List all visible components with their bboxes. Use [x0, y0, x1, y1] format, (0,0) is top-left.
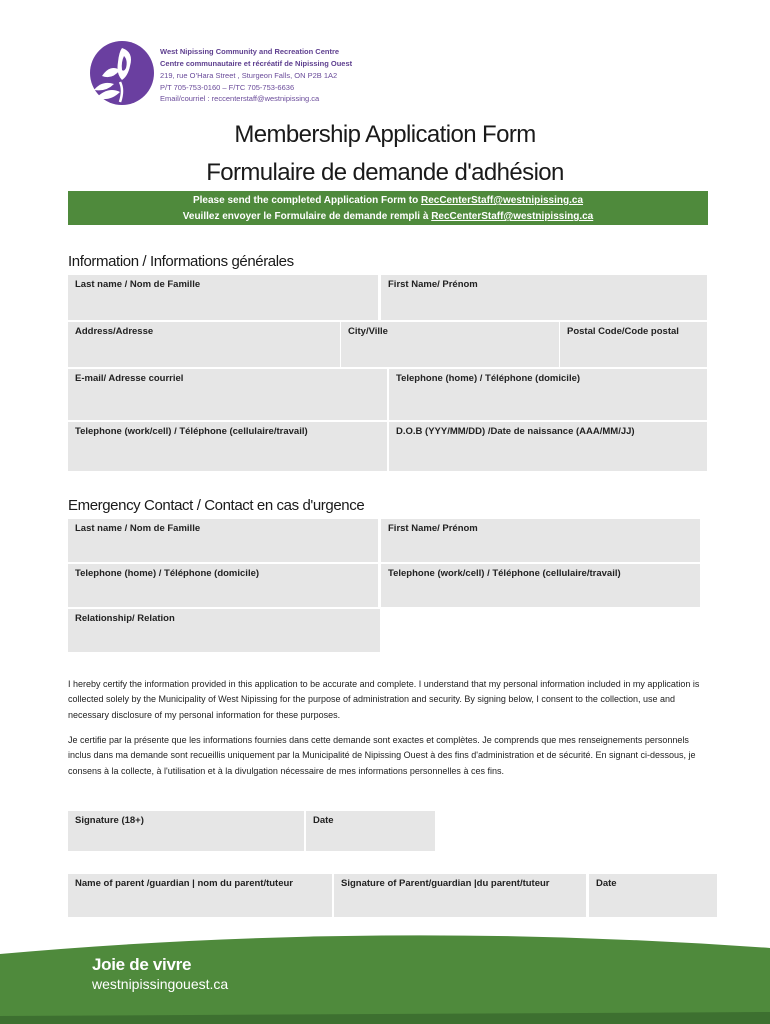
address-field[interactable] — [68, 322, 340, 367]
telephone-work-field[interactable] — [68, 422, 387, 471]
form-title-en: Membership Application Form — [234, 121, 536, 148]
field-label: Telephone (work/cell) / Téléphone (cellulaire/travail) — [388, 568, 621, 579]
city-field[interactable] — [341, 322, 559, 367]
field-label: Telephone (home) / Téléphone (domicile) — [75, 568, 260, 579]
parent-name-field[interactable] — [68, 874, 332, 917]
field-label: Signature (18+) — [75, 815, 144, 826]
email-link-en[interactable]: RecCenterStaff@westnipissing.ca — [420, 195, 584, 206]
field-label: E-mail/ Adresse courriel — [75, 373, 184, 384]
telephone-home-field[interactable] — [389, 369, 707, 420]
date-of-birth-field[interactable] — [389, 422, 707, 471]
consent-text-fr: Je certifie par la présente que les informations fournies dans cette demande sont exactes et complètes. Je comprends que mes renseignements personnels inclus dans ma demande sont recueillis uniquement par la Municipalité de Nipissing Ouest à des fins d'administration et de sécurité. En signant ci-dessous, je consens à la collecte, à l'utilisation et à la divulgation nécessaire de mes informations personnelles à ces fins. — [68, 735, 696, 776]
org-address: 219, rue O’Hara Street , Sturgeon Falls, ON P2B 1A2 — [160, 71, 338, 80]
footer-website[interactable]: westnipissingouest.ca — [92, 976, 229, 992]
banner-text-en: Please send the completed Application Form to — [192, 195, 421, 206]
signature-field[interactable] — [68, 811, 304, 851]
field-label: Telephone (work/cell) / Téléphone (cellulaire/travail) — [75, 426, 308, 437]
parent-date-field[interactable] — [589, 874, 717, 917]
field-label: First Name/ Prénom — [388, 523, 478, 534]
field-label: City/Ville — [348, 326, 388, 337]
first-name-field[interactable] — [381, 275, 707, 320]
organization-logo — [84, 40, 154, 106]
email-field[interactable] — [68, 369, 387, 420]
field-label: Signature of Parent/guardian |du parent/tuteur — [341, 878, 550, 889]
field-label: Last name / Nom de Famille — [75, 523, 201, 534]
signature-date-field[interactable] — [306, 811, 435, 851]
banner-text-fr: Veuillez envoyer le Formulaire de demande rempli à — [182, 211, 432, 222]
org-email: Email/courriel : reccenterstaff@westnipissing.ca — [160, 94, 320, 103]
section-title-information: Information / Informations générales — [68, 253, 294, 270]
field-label: Address/Adresse — [75, 326, 154, 337]
postal-code-field[interactable] — [560, 322, 707, 367]
section-title-emergency: Emergency Contact / Contact en cas d'urgence — [68, 497, 365, 514]
field-label: Date — [596, 878, 617, 889]
email-link-fr[interactable]: RecCenterStaff@westnipissing.ca — [431, 211, 594, 222]
emergency-telephone-work-field[interactable] — [381, 564, 700, 607]
org-name-en: West Nipissing Community and Recreation Centre — [160, 47, 340, 56]
submission-banner — [68, 191, 708, 225]
org-phone: P/T 705-753-0160 – F/TC 705-753-6636 — [160, 82, 295, 92]
field-label: Relationship/ Relation — [75, 613, 175, 624]
field-label: Postal Code/Code postal — [567, 326, 679, 337]
field-label: First Name/ Prénom — [388, 279, 478, 290]
relationship-field[interactable] — [68, 609, 380, 652]
form-title-fr: Formulaire de demande d'adhésion — [206, 159, 564, 186]
field-label: Date — [313, 815, 334, 826]
field-label: Telephone (home) / Téléphone (domicile) — [396, 373, 581, 384]
last-name-field[interactable] — [68, 275, 378, 320]
org-name-fr: Centre communautaire et récréatif de Nipissing Ouest — [160, 58, 353, 68]
emergency-last-name-field[interactable] — [68, 519, 378, 562]
field-label: Last name / Nom de Famille — [75, 279, 201, 290]
parent-signature-field[interactable] — [334, 874, 586, 917]
consent-text-en: I hereby certify the information provided in this application to be accurate and complete. I understand that my personal information included in my application is collected solely by the Municipality of West Nipissing for the purpose of administration and security. By signing below, I consent to the collection, use and necessary disclosure of my personal information for these purposes. — [68, 679, 700, 720]
field-label: Name of parent /guardian | nom du parent/tuteur — [75, 878, 294, 889]
emergency-first-name-field[interactable] — [381, 519, 700, 562]
footer-slogan: Joie de vivre — [92, 955, 192, 974]
field-label: D.O.B (YYY/MM/DD) /Date de naissance (AAA/MM/JJ) — [396, 426, 635, 437]
emergency-telephone-home-field[interactable] — [68, 564, 378, 607]
